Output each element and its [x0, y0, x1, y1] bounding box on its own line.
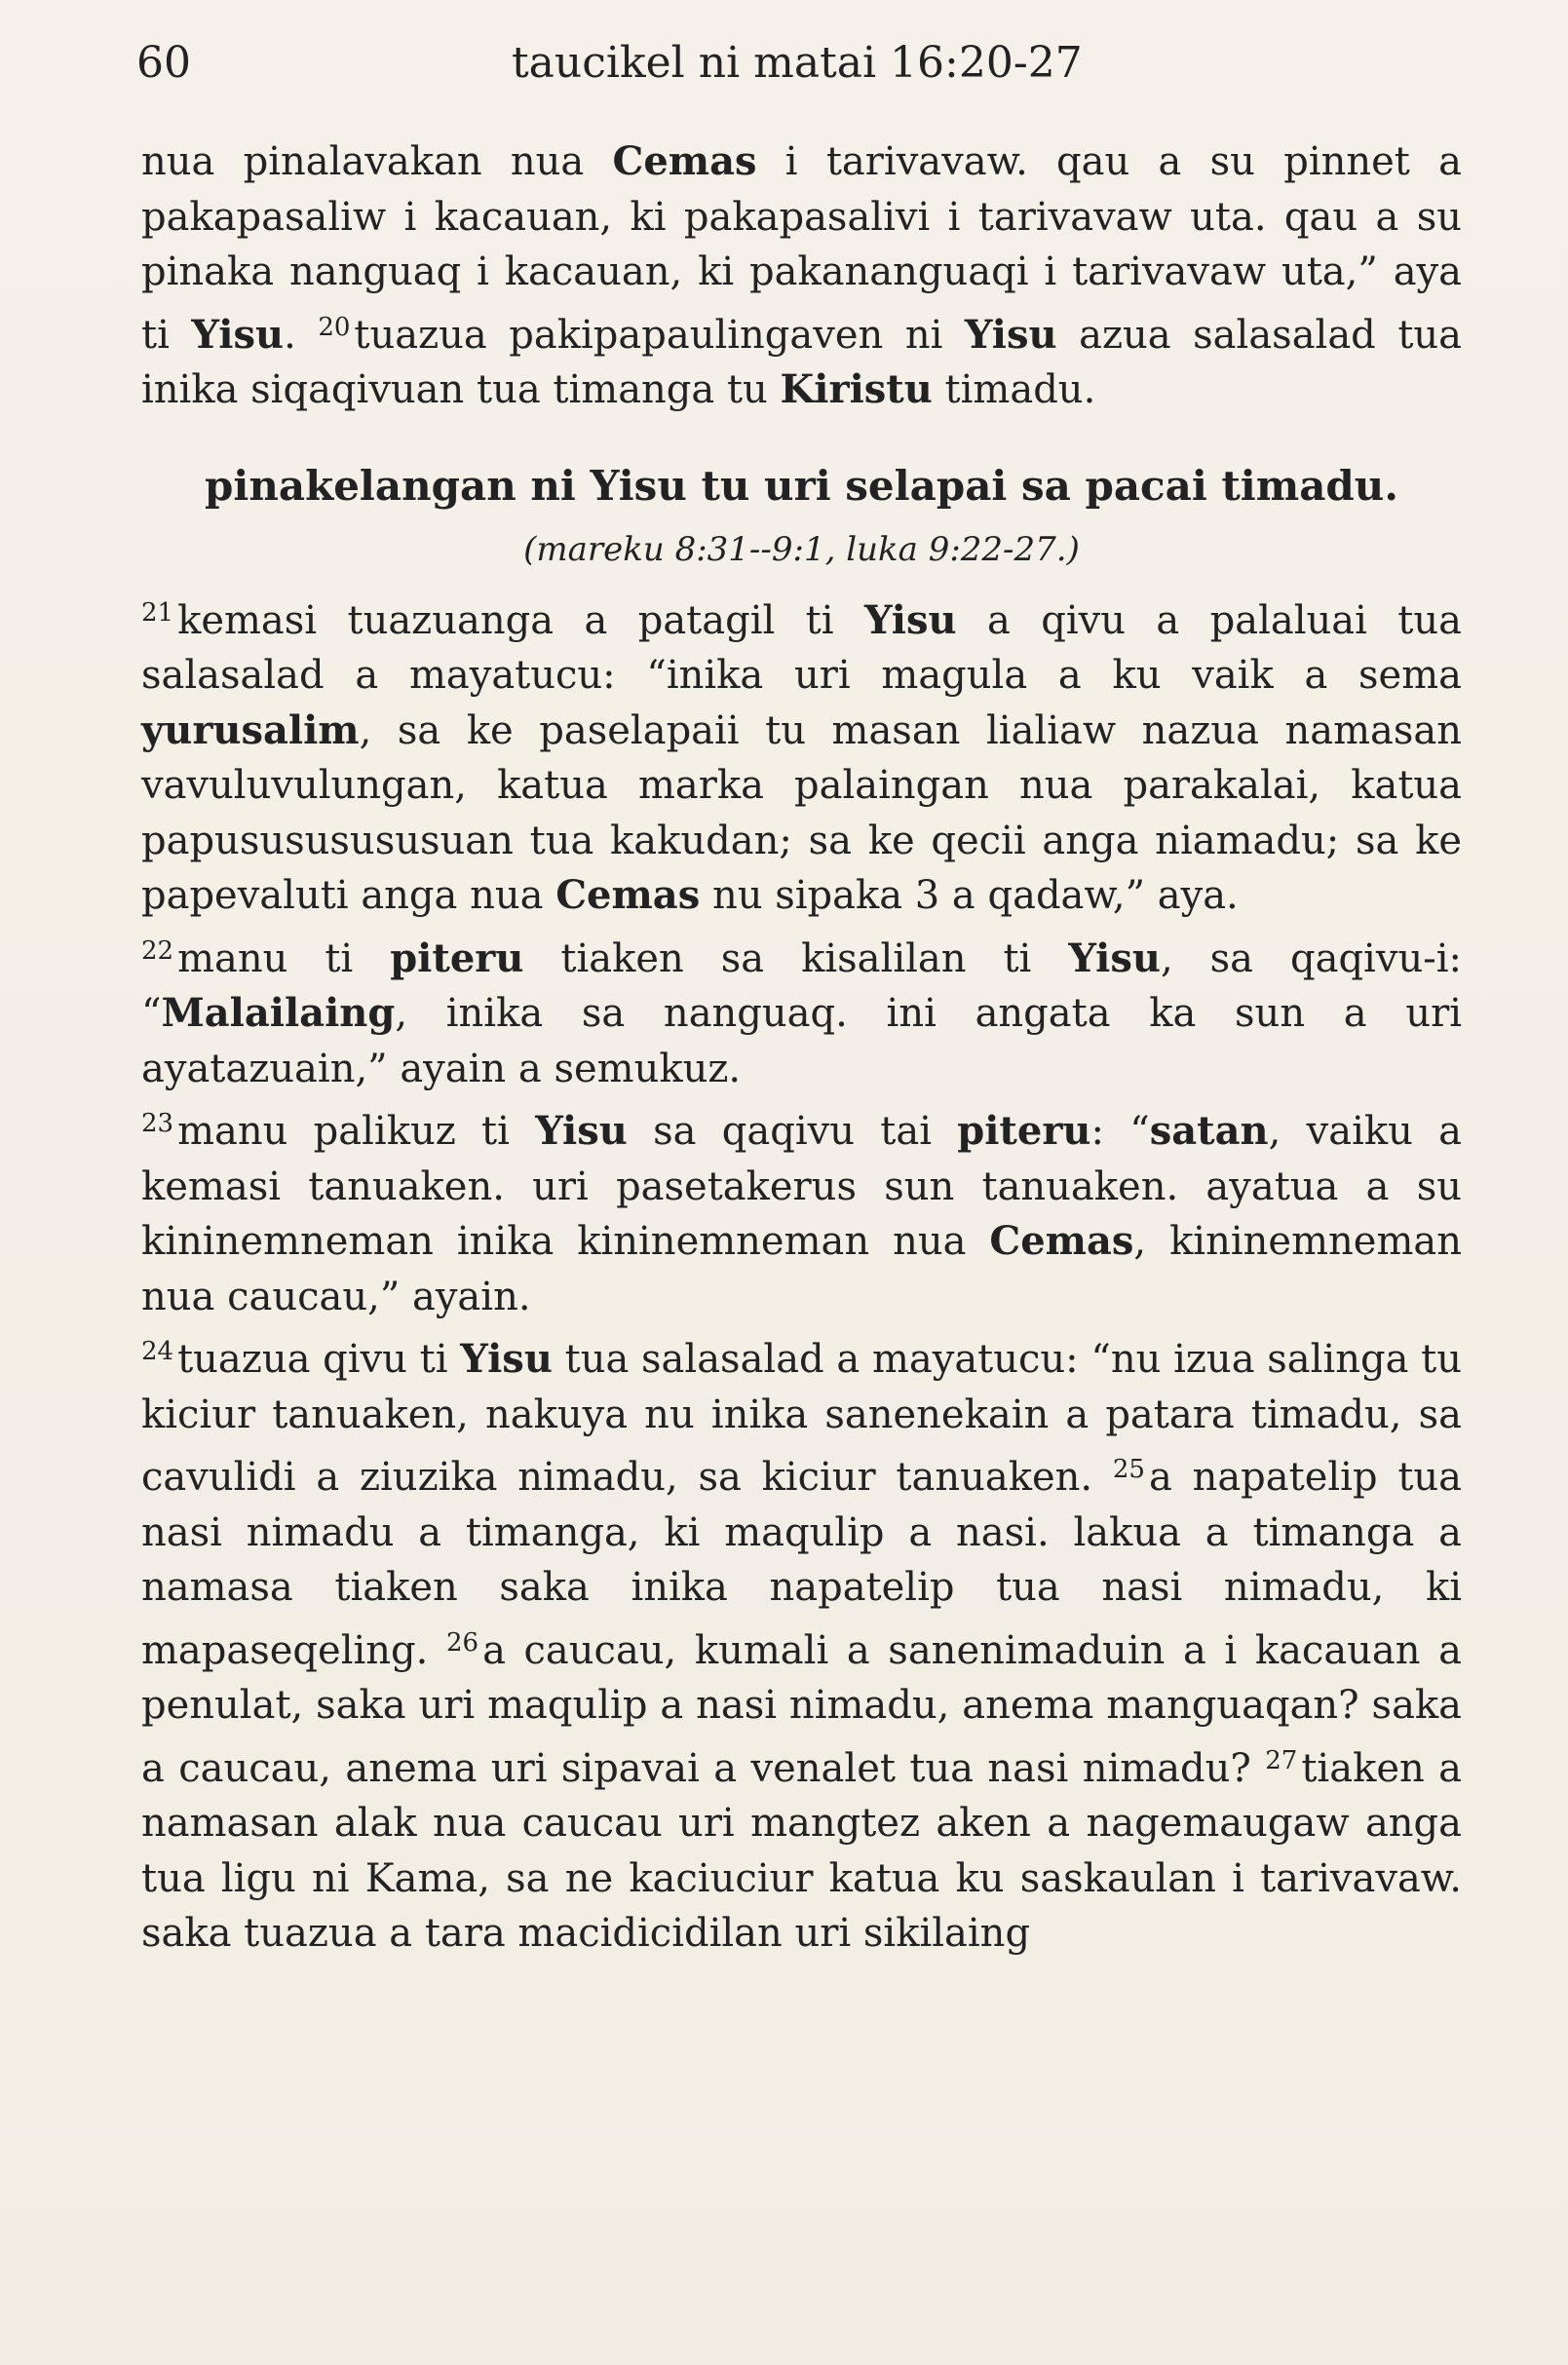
- text-run: tiaken a namasan alak nua caucau uri mangtez aken a nagemaugaw anga tua ligu ni Kama, sa ne kaciuciur katua ku saskaulan i tarivavaw. saka tuazua a tara macidicidilan uri sikilaing: [141, 1745, 1462, 1956]
- text-run: azua salasalad tua inika siqaqivuan tua timanga tu: [141, 312, 1462, 412]
- page-number: 60: [136, 38, 191, 88]
- text-run: tua salasalad a mayatucu: “nu izua salinga tu kiciur tanuaken, nakuya nu inika sanenekain a patara timadu, sa cavulidi a ziuzika nimadu, sa kiciur tanuaken.: [141, 1337, 1462, 1500]
- verse-number: 27: [1265, 1745, 1298, 1775]
- bold-term: piteru: [390, 935, 524, 981]
- text-run: a caucau, kumali a sanenimaduin a i kacauan a penulat, saka uri maqulip a nasi nimadu, anema manguaqan? saka a caucau, anema uri sipavai a venalet tua nasi nimadu?: [141, 1627, 1462, 1791]
- text-run: i tarivavaw. qau a su pinnet a pakapasaliw i kacauan, ki pakapasalivi i tarivavaw uta. qau a su pinaka nanguaq i kacauan, ki pakananguaqi i tarivavaw uta,” aya ti: [141, 139, 1462, 358]
- text-run: tuazua qivu ti: [177, 1337, 461, 1382]
- verse-number: 23: [141, 1109, 174, 1138]
- text-run: manu ti: [177, 935, 391, 981]
- bold-term: Yisu: [1068, 935, 1161, 981]
- text-run: .: [284, 312, 319, 358]
- text-run: timadu.: [932, 367, 1096, 412]
- bold-term: Kiristu: [780, 366, 933, 412]
- text-run: tiaken sa kisalilan ti: [523, 935, 1069, 981]
- page-header: [136, 29, 1462, 97]
- bold-term: Yisu: [460, 1336, 553, 1382]
- text-run: tuazua pakipapaulingaven ni: [354, 312, 965, 358]
- bold-term: Yisu: [191, 311, 285, 358]
- bold-term: Cemas: [989, 1218, 1134, 1264]
- section-heading: pinakelangan ni Yisu tu uri selapai sa pacai timadu.: [205, 461, 1398, 510]
- text-run: a napatelip tua nasi nimadu a timanga, ki maqulip a nasi. lakua a timanga a namasa tiaken saka inika napatelip tua nasi nimadu, ki mapaseqeling.: [141, 1455, 1463, 1673]
- verse-number: 21: [141, 597, 174, 628]
- bold-term: satan: [1149, 1108, 1269, 1154]
- text-run: , sa ke paselapaii tu masan lialiaw nazua namasan vavuluvulungan, katua marka palaingan nua parakalai, katua papusususususuan tua kakudan; sa ke qecii anga niamadu; sa ke papevaluti anga nua: [141, 707, 1462, 918]
- text-run: manu palikuz ti: [177, 1109, 536, 1154]
- verse-number: 24: [141, 1337, 174, 1366]
- running-title: taucikel ni matai 16:20-27: [512, 38, 1083, 88]
- bold-term: Yisu: [964, 311, 1057, 358]
- text-run: , kininemneman nua caucau,” ayain.: [141, 1219, 1462, 1319]
- verse-number: 25: [1112, 1455, 1145, 1484]
- text-run: a qivu a palaluai tua salasalad a mayatucu: “inika uri magula a ku vaik a sema: [141, 597, 1462, 698]
- text-run: sa qaqivu tai: [627, 1109, 958, 1154]
- bold-term: yurusalim: [141, 706, 360, 753]
- bold-term: piteru: [957, 1108, 1091, 1154]
- bold-term: Malailaing: [161, 990, 396, 1036]
- text-run: kemasi tuazuanga a patagil ti: [177, 597, 864, 643]
- paragraph-verse-23: [141, 1096, 1462, 1324]
- text-run: , inika sa nanguaq. ini angata ka sun a uri ayatazuain,” ayain a semukuz.: [141, 991, 1462, 1091]
- text-run: nu sipaka 3 a qadaw,” aya.: [700, 873, 1239, 918]
- body-text: [141, 134, 1462, 1962]
- paragraph-verse-21: [141, 586, 1462, 924]
- paragraph-verse-24: [141, 1324, 1462, 1962]
- text-run: nua pinalavakan nua: [141, 139, 613, 184]
- text-run: , sa qaqivu-i: “: [141, 935, 1462, 1036]
- verse-number: 26: [445, 1627, 479, 1658]
- section-reference: (mareku 8:31--9:1, luka 9:22-27.): [523, 529, 1080, 569]
- text-run: , vaiku a kemasi tanuaken. uri pasetakerus sun tanuaken. ayatua a su kininemneman inika kininemneman nua: [141, 1109, 1462, 1264]
- bold-term: Yisu: [535, 1108, 628, 1154]
- bold-term: Cemas: [612, 138, 757, 184]
- bold-term: Yisu: [863, 596, 957, 643]
- paragraph-verse-22: [141, 924, 1462, 1097]
- paragraph-verse-20: [141, 134, 1462, 418]
- bold-term: Cemas: [555, 872, 701, 918]
- verse-number: 22: [141, 935, 174, 966]
- verse-number: 20: [318, 312, 351, 342]
- text-run: : “: [1090, 1109, 1150, 1154]
